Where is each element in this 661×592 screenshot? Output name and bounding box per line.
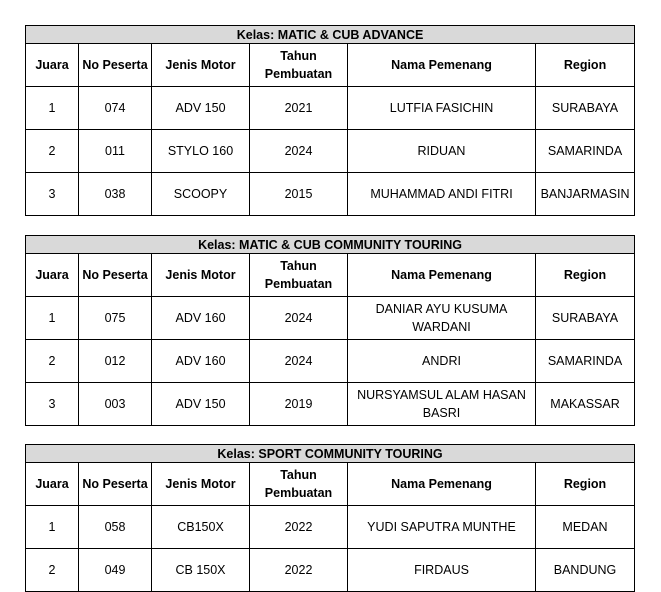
cell-juara: 1 bbox=[26, 506, 79, 549]
class-title: Kelas: MATIC & CUB COMMUNITY TOURING bbox=[26, 236, 635, 254]
cell-nama-pemenang: MUHAMMAD ANDI FITRI bbox=[348, 173, 536, 216]
table-row bbox=[26, 130, 635, 173]
cell-region: MEDAN bbox=[536, 506, 635, 549]
table-row bbox=[26, 297, 635, 340]
cell-jenis-motor: SCOOPY bbox=[152, 173, 250, 216]
col-header-jenis-motor: Jenis Motor bbox=[152, 463, 250, 506]
cell-no-peserta: 075 bbox=[79, 297, 152, 340]
tahun-line1: Tahun bbox=[280, 49, 317, 63]
table-row bbox=[26, 506, 635, 549]
cell-jenis-motor: ADV 150 bbox=[152, 87, 250, 130]
cell-juara: 2 bbox=[26, 340, 79, 383]
class-title: Kelas: MATIC & CUB ADVANCE bbox=[26, 26, 635, 44]
cell-jenis-motor: ADV 160 bbox=[152, 297, 250, 340]
col-header-tahun-pembuatan bbox=[250, 254, 348, 297]
table-row bbox=[26, 173, 635, 216]
col-header-tahun-pembuatan bbox=[250, 463, 348, 506]
cell-tahun: 2024 bbox=[250, 297, 348, 340]
col-header-jenis-motor: Jenis Motor bbox=[152, 254, 250, 297]
table-row bbox=[26, 383, 635, 426]
cell-tahun: 2022 bbox=[250, 549, 348, 592]
col-header-tahun-pembuatan bbox=[250, 44, 348, 87]
header-row bbox=[26, 254, 635, 297]
tahun-line1: Tahun bbox=[280, 468, 317, 482]
cell-jenis-motor: CB150X bbox=[152, 506, 250, 549]
table-row bbox=[26, 87, 635, 130]
table-row bbox=[26, 340, 635, 383]
cell-nama-pemenang: RIDUAN bbox=[348, 130, 536, 173]
tahun-line2: Pembuatan bbox=[264, 67, 333, 81]
col-header-no-peserta: No Peserta bbox=[79, 254, 152, 297]
cell-no-peserta: 003 bbox=[79, 383, 152, 426]
cell-jenis-motor: STYLO 160 bbox=[152, 130, 250, 173]
header-row bbox=[26, 44, 635, 87]
header-row bbox=[26, 463, 635, 506]
cell-no-peserta: 049 bbox=[79, 549, 152, 592]
cell-no-peserta: 012 bbox=[79, 340, 152, 383]
cell-region: SURABAYA bbox=[536, 297, 635, 340]
cell-nama-pemenang: YUDI SAPUTRA MUNTHE bbox=[348, 506, 536, 549]
results-table-matic-cub-community-touring bbox=[25, 235, 635, 426]
col-header-no-peserta: No Peserta bbox=[79, 44, 152, 87]
cell-region: SAMARINDA bbox=[536, 130, 635, 173]
cell-tahun: 2022 bbox=[250, 506, 348, 549]
col-header-jenis-motor: Jenis Motor bbox=[152, 44, 250, 87]
cell-region: SAMARINDA bbox=[536, 340, 635, 383]
cell-tahun: 2024 bbox=[250, 130, 348, 173]
cell-jenis-motor: ADV 160 bbox=[152, 340, 250, 383]
col-header-nama-pemenang: Nama Pemenang bbox=[348, 463, 536, 506]
results-table-matic-cub-advance bbox=[25, 25, 635, 216]
tahun-line2: Pembuatan bbox=[264, 277, 333, 291]
col-header-no-peserta: No Peserta bbox=[79, 463, 152, 506]
cell-juara: 2 bbox=[26, 130, 79, 173]
cell-nama-pemenang: FIRDAUS bbox=[348, 549, 536, 592]
col-header-region: Region bbox=[536, 44, 635, 87]
col-header-region: Region bbox=[536, 254, 635, 297]
cell-juara: 1 bbox=[26, 297, 79, 340]
cell-tahun: 2021 bbox=[250, 87, 348, 130]
cell-no-peserta: 074 bbox=[79, 87, 152, 130]
cell-tahun: 2024 bbox=[250, 340, 348, 383]
results-table-sport-community-touring bbox=[25, 444, 635, 592]
cell-tahun: 2019 bbox=[250, 383, 348, 426]
cell-nama-pemenang: LUTFIA FASICHIN bbox=[348, 87, 536, 130]
tahun-line2: Pembuatan bbox=[264, 486, 333, 500]
cell-region: MAKASSAR bbox=[536, 383, 635, 426]
col-header-nama-pemenang: Nama Pemenang bbox=[348, 254, 536, 297]
tahun-line1: Tahun bbox=[280, 259, 317, 273]
cell-juara: 1 bbox=[26, 87, 79, 130]
cell-region: BANJARMASIN bbox=[536, 173, 635, 216]
col-header-juara: Juara bbox=[26, 463, 79, 506]
cell-jenis-motor: CB 150X bbox=[152, 549, 250, 592]
cell-nama-pemenang: NURSYAMSUL ALAM HASAN BASRI bbox=[348, 383, 536, 426]
cell-no-peserta: 058 bbox=[79, 506, 152, 549]
cell-jenis-motor: ADV 150 bbox=[152, 383, 250, 426]
cell-region: SURABAYA bbox=[536, 87, 635, 130]
cell-nama-pemenang: ANDRI bbox=[348, 340, 536, 383]
cell-no-peserta: 038 bbox=[79, 173, 152, 216]
col-header-nama-pemenang: Nama Pemenang bbox=[348, 44, 536, 87]
cell-tahun: 2015 bbox=[250, 173, 348, 216]
table-row bbox=[26, 549, 635, 592]
cell-juara: 2 bbox=[26, 549, 79, 592]
class-title: Kelas: SPORT COMMUNITY TOURING bbox=[26, 445, 635, 463]
col-header-region: Region bbox=[536, 463, 635, 506]
cell-juara: 3 bbox=[26, 173, 79, 216]
col-header-juara: Juara bbox=[26, 44, 79, 87]
cell-nama-pemenang: DANIAR AYU KUSUMA WARDANI bbox=[348, 297, 536, 340]
cell-region: BANDUNG bbox=[536, 549, 635, 592]
col-header-juara: Juara bbox=[26, 254, 79, 297]
cell-no-peserta: 011 bbox=[79, 130, 152, 173]
cell-juara: 3 bbox=[26, 383, 79, 426]
